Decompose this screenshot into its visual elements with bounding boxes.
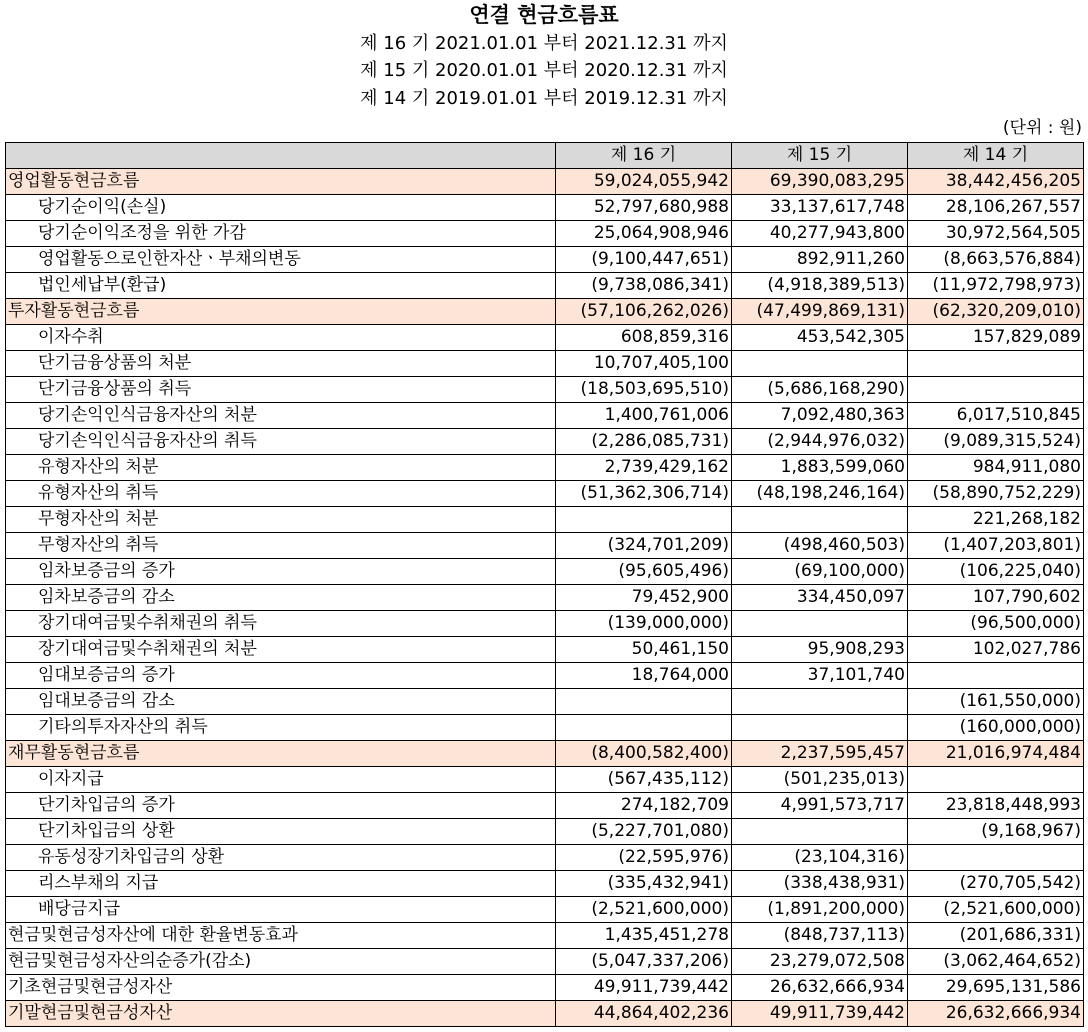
value-period-14: (3,062,464,652) <box>908 949 1084 975</box>
table-row <box>6 351 1084 377</box>
value-period-14 <box>908 377 1084 403</box>
row-label: 현금및현금성자산에 대한 환율변동효과 <box>6 923 556 949</box>
table-row <box>6 689 1084 715</box>
value-period-16: (95,605,496) <box>556 559 732 585</box>
table-row <box>6 793 1084 819</box>
table-row <box>6 325 1084 351</box>
value-period-16: 49,911,739,442 <box>556 975 732 1001</box>
value-period-16: (9,100,447,651) <box>556 247 732 273</box>
value-period-15: 7,092,480,363 <box>732 403 908 429</box>
value-period-16: (5,047,337,206) <box>556 949 732 975</box>
table-row <box>6 377 1084 403</box>
row-label: 당기손익인식금융자산의 취득 <box>6 429 556 455</box>
value-period-15 <box>732 819 908 845</box>
value-period-16: (51,362,306,714) <box>556 481 732 507</box>
value-period-14: 30,972,564,505 <box>908 221 1084 247</box>
table-row <box>6 533 1084 559</box>
header-period-16: 제 16 기 <box>556 143 732 169</box>
row-label: 유형자산의 취득 <box>6 481 556 507</box>
value-period-14: 102,027,786 <box>908 637 1084 663</box>
row-label: 기타의투자자산의 취득 <box>6 715 556 741</box>
unit-label: (단위 : 원) <box>1002 118 1082 138</box>
row-label: 기말현금및현금성자산 <box>6 1001 556 1027</box>
table-row <box>6 715 1084 741</box>
period-line-16: 제 16 기 2021.01.01 부터 2021.12.31 까지 <box>360 33 728 54</box>
table-row <box>6 507 1084 533</box>
value-period-14: 23,818,448,993 <box>908 793 1084 819</box>
row-label: 현금및현금성자산의순증가(감소) <box>6 949 556 975</box>
table-row <box>6 949 1084 975</box>
value-period-15: 40,277,943,800 <box>732 221 908 247</box>
period-line-14: 제 14 기 2019.01.01 부터 2019.12.31 까지 <box>360 88 728 109</box>
header-label-cell <box>6 143 556 169</box>
value-period-14: (270,705,542) <box>908 871 1084 897</box>
value-period-16: 59,024,055,942 <box>556 169 732 195</box>
value-period-15: (47,499,869,131) <box>732 299 908 325</box>
row-label: 단기금융상품의 취득 <box>6 377 556 403</box>
table-row <box>6 169 1084 195</box>
value-period-16: (335,432,941) <box>556 871 732 897</box>
row-label: 당기손익인식금융자산의 처분 <box>6 403 556 429</box>
value-period-14 <box>908 351 1084 377</box>
value-period-16: 25,064,908,946 <box>556 221 732 247</box>
row-label: 이자수취 <box>6 325 556 351</box>
value-period-14: (9,168,967) <box>908 819 1084 845</box>
value-period-14: (106,225,040) <box>908 559 1084 585</box>
value-period-16: (22,595,976) <box>556 845 732 871</box>
value-period-15: (1,891,200,000) <box>732 897 908 923</box>
value-period-15: 26,632,666,934 <box>732 975 908 1001</box>
value-period-14: 29,695,131,586 <box>908 975 1084 1001</box>
value-period-15 <box>732 611 908 637</box>
value-period-16 <box>556 689 732 715</box>
value-period-14: (160,000,000) <box>908 715 1084 741</box>
value-period-15: 2,237,595,457 <box>732 741 908 767</box>
table-body <box>6 169 1084 1027</box>
table-row <box>6 455 1084 481</box>
table-row <box>6 481 1084 507</box>
value-period-14: 157,829,089 <box>908 325 1084 351</box>
table-row <box>6 585 1084 611</box>
table-row <box>6 195 1084 221</box>
value-period-14: (2,521,600,000) <box>908 897 1084 923</box>
value-period-16: (18,503,695,510) <box>556 377 732 403</box>
table-row <box>6 741 1084 767</box>
value-period-14: 107,790,602 <box>908 585 1084 611</box>
table-row <box>6 845 1084 871</box>
row-label: 장기대여금및수취채권의 처분 <box>6 637 556 663</box>
row-label: 리스부채의 지급 <box>6 871 556 897</box>
table-row <box>6 767 1084 793</box>
value-period-16: (57,106,262,026) <box>556 299 732 325</box>
value-period-15: (5,686,168,290) <box>732 377 908 403</box>
table-row <box>6 637 1084 663</box>
row-label: 법인세납부(환급) <box>6 273 556 299</box>
row-label: 당기순이익(손실) <box>6 195 556 221</box>
value-period-16: (8,400,582,400) <box>556 741 732 767</box>
table-row <box>6 923 1084 949</box>
table-row <box>6 975 1084 1001</box>
value-period-16: 10,707,405,100 <box>556 351 732 377</box>
row-label: 임차보증금의 증가 <box>6 559 556 585</box>
value-period-16: 52,797,680,988 <box>556 195 732 221</box>
value-period-14: (201,686,331) <box>908 923 1084 949</box>
value-period-16: 18,764,000 <box>556 663 732 689</box>
value-period-15: 49,911,739,442 <box>732 1001 908 1027</box>
row-label: 무형자산의 처분 <box>6 507 556 533</box>
value-period-16: 44,864,402,236 <box>556 1001 732 1027</box>
row-label: 단기금융상품의 처분 <box>6 351 556 377</box>
row-label: 유동성장기차입금의 상환 <box>6 845 556 871</box>
value-period-16: 274,182,709 <box>556 793 732 819</box>
table-header-row <box>6 143 1084 169</box>
row-label: 당기순이익조정을 위한 가감 <box>6 221 556 247</box>
value-period-14: (11,972,798,973) <box>908 273 1084 299</box>
value-period-16 <box>556 507 732 533</box>
table-row <box>6 559 1084 585</box>
row-label: 단기차입금의 증가 <box>6 793 556 819</box>
value-period-15: (69,100,000) <box>732 559 908 585</box>
row-label: 임대보증금의 감소 <box>6 689 556 715</box>
value-period-15: 33,137,617,748 <box>732 195 908 221</box>
value-period-15 <box>732 507 908 533</box>
cash-flow-table <box>5 142 1084 1027</box>
value-period-15: (848,737,113) <box>732 923 908 949</box>
row-label: 이자지급 <box>6 767 556 793</box>
statement-title: 연결 현금흐름표 <box>469 3 619 27</box>
value-period-16: (2,286,085,731) <box>556 429 732 455</box>
value-period-14: 38,442,456,205 <box>908 169 1084 195</box>
row-label: 임차보증금의 감소 <box>6 585 556 611</box>
value-period-15: 334,450,097 <box>732 585 908 611</box>
value-period-14: 984,911,080 <box>908 455 1084 481</box>
value-period-15: (4,918,389,513) <box>732 273 908 299</box>
table-row <box>6 299 1084 325</box>
value-period-14: 28,106,267,557 <box>908 195 1084 221</box>
value-period-16: (567,435,112) <box>556 767 732 793</box>
period-line-15: 제 15 기 2020.01.01 부터 2020.12.31 까지 <box>360 60 728 81</box>
value-period-15: (501,235,013) <box>732 767 908 793</box>
value-period-16: 1,400,761,006 <box>556 403 732 429</box>
table-row <box>6 663 1084 689</box>
value-period-15: (338,438,931) <box>732 871 908 897</box>
value-period-16: (139,000,000) <box>556 611 732 637</box>
table-row <box>6 429 1084 455</box>
value-period-15: 1,883,599,060 <box>732 455 908 481</box>
row-label: 단기차입금의 상환 <box>6 819 556 845</box>
value-period-15 <box>732 715 908 741</box>
value-period-16: 608,859,316 <box>556 325 732 351</box>
row-label: 무형자산의 취득 <box>6 533 556 559</box>
value-period-15 <box>732 689 908 715</box>
value-period-15: (2,944,976,032) <box>732 429 908 455</box>
row-label: 투자활동현금흐름 <box>6 299 556 325</box>
value-period-16: (9,738,086,341) <box>556 273 732 299</box>
value-period-16: (5,227,701,080) <box>556 819 732 845</box>
row-label: 유형자산의 처분 <box>6 455 556 481</box>
value-period-14: 221,268,182 <box>908 507 1084 533</box>
header-period-14: 제 14 기 <box>908 143 1084 169</box>
value-period-15: 69,390,083,295 <box>732 169 908 195</box>
row-label: 기초현금및현금성자산 <box>6 975 556 1001</box>
table-row <box>6 819 1084 845</box>
table-row <box>6 611 1084 637</box>
row-label: 영업활동현금흐름 <box>6 169 556 195</box>
value-period-14: (8,663,576,884) <box>908 247 1084 273</box>
header-period-15: 제 15 기 <box>732 143 908 169</box>
value-period-16: 2,739,429,162 <box>556 455 732 481</box>
row-label: 장기대여금및수취채권의 취득 <box>6 611 556 637</box>
value-period-15: 37,101,740 <box>732 663 908 689</box>
value-period-16: 50,461,150 <box>556 637 732 663</box>
table-row <box>6 871 1084 897</box>
table-row <box>6 247 1084 273</box>
row-label: 재무활동현금흐름 <box>6 741 556 767</box>
value-period-16: (324,701,209) <box>556 533 732 559</box>
value-period-15: (23,104,316) <box>732 845 908 871</box>
value-period-14: (9,089,315,524) <box>908 429 1084 455</box>
value-period-15: 892,911,260 <box>732 247 908 273</box>
value-period-15: 453,542,305 <box>732 325 908 351</box>
value-period-15: 95,908,293 <box>732 637 908 663</box>
table-row <box>6 273 1084 299</box>
row-label: 영업활동으로인한자산ㆍ부채의변동 <box>6 247 556 273</box>
value-period-15: (498,460,503) <box>732 533 908 559</box>
table-row <box>6 897 1084 923</box>
value-period-16 <box>556 715 732 741</box>
value-period-14: (62,320,209,010) <box>908 299 1084 325</box>
value-period-14: 21,016,974,484 <box>908 741 1084 767</box>
row-label: 배당금지급 <box>6 897 556 923</box>
value-period-14: (1,407,203,801) <box>908 533 1084 559</box>
value-period-14: (96,500,000) <box>908 611 1084 637</box>
row-label: 임대보증금의 증가 <box>6 663 556 689</box>
value-period-16: 1,435,451,278 <box>556 923 732 949</box>
value-period-15: 4,991,573,717 <box>732 793 908 819</box>
value-period-15: 23,279,072,508 <box>732 949 908 975</box>
table-row <box>6 1001 1084 1027</box>
value-period-14: 26,632,666,934 <box>908 1001 1084 1027</box>
value-period-14: 6,017,510,845 <box>908 403 1084 429</box>
value-period-14 <box>908 845 1084 871</box>
value-period-14: (161,550,000) <box>908 689 1084 715</box>
table-row <box>6 221 1084 247</box>
value-period-14 <box>908 663 1084 689</box>
value-period-14: (58,890,752,229) <box>908 481 1084 507</box>
value-period-14 <box>908 767 1084 793</box>
value-period-16: 79,452,900 <box>556 585 732 611</box>
value-period-15: (48,198,246,164) <box>732 481 908 507</box>
table-row <box>6 403 1084 429</box>
value-period-15 <box>732 351 908 377</box>
value-period-16: (2,521,600,000) <box>556 897 732 923</box>
